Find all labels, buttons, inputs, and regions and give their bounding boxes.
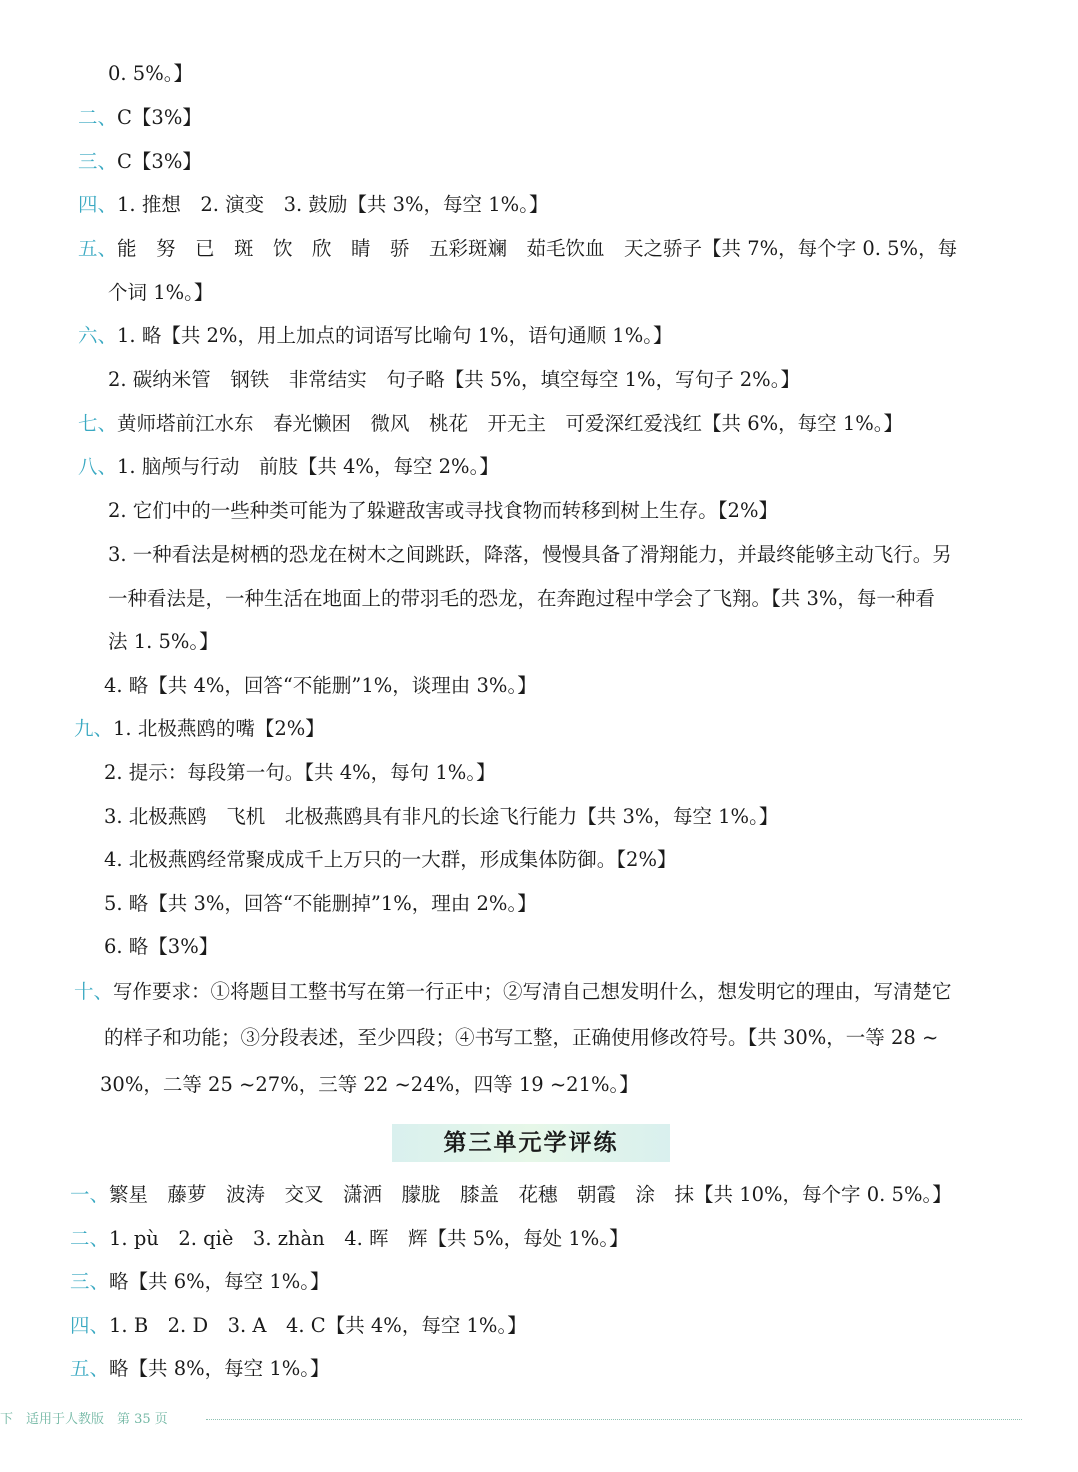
answer-line [70, 1183, 952, 1207]
answer-line [104, 935, 218, 959]
answer-line [108, 587, 935, 611]
question-number: 五、 [78, 237, 118, 260]
answer-text: 1. 推想 2. 演变 3. 鼓励【共 3%，每空 1%。】 [117, 193, 549, 216]
answer-line [108, 281, 213, 305]
answer-line [104, 805, 778, 829]
answer-text: C【3%】 [117, 150, 202, 173]
question-number: 四、 [70, 1314, 110, 1337]
answer-text: 1. 北极燕鸥的嘴【2%】 [113, 717, 325, 740]
answer-line [70, 1314, 527, 1338]
page-footer: 下 适用于人教版 第 35 页 [0, 1412, 168, 1427]
answer-text: 能 努 已 斑 饮 欣 睛 骄 五彩斑斓 茹毛饮血 天之骄子【共 7%，每个字 0. 5%，每 [117, 237, 958, 260]
answer-line [78, 237, 957, 261]
answer-line [70, 1357, 330, 1381]
answer-text: 略【共 8%，每空 1%。】 [109, 1357, 330, 1380]
answer-text: 3. 北极燕鸥 飞机 北极燕鸥具有非凡的长途飞行能力【共 3%，每空 1%。】 [104, 805, 779, 828]
answer-text: 2. 提示：每段第一句。【共 4%，每句 1%。】 [104, 761, 496, 784]
answer-line [104, 848, 677, 872]
section-title: 第三单元学评练 [443, 1130, 619, 1156]
answer-text: 1. 略【共 2%，用上加点的词语写比喻句 1%，语句通顺 1%。】 [117, 324, 673, 347]
answer-line [104, 761, 496, 785]
answer-line [70, 1227, 629, 1251]
answer-line [78, 324, 672, 348]
question-number: 七、 [78, 412, 118, 435]
answer-line [104, 892, 537, 916]
answer-text: 1. pù 2. qiè 3. zhàn 4. 晖 辉【共 5%，每处 1%。】 [109, 1227, 629, 1250]
answer-line [70, 1270, 330, 1294]
question-number: 三、 [78, 150, 118, 173]
answer-text: 30%，二等 25 ~27%，三等 22 ~24%，四等 19 ~21%。】 [100, 1073, 639, 1096]
answer-line [78, 106, 202, 130]
answer-line [78, 412, 903, 436]
answer-line [78, 193, 548, 217]
answer-text: 略【共 6%，每空 1%。】 [109, 1270, 330, 1293]
answer-text: 1. B 2. D 3. A 4. C【共 4%，每空 1%。】 [109, 1314, 527, 1337]
answer-text: 2. 它们中的一些种类可能为了躲避敌害或寻找食物而转移到树上生存。【2%】 [108, 499, 778, 522]
answer-text: 1. 脑颅与行动 前肢【共 4%，每空 2%。】 [117, 455, 499, 478]
answer-line [108, 368, 800, 392]
question-number: 一、 [70, 1183, 110, 1206]
answer-text: 繁星 藤萝 波涛 交叉 潇洒 朦胧 膝盖 花穗 朝霞 涂 抹【共 10%，每个字 0. 5%。】 [109, 1183, 952, 1206]
answer-text: 黄师塔前江水东 春光懒困 微风 桃花 开无主 可爱深红爱浅红【共 6%，每空 1%。】 [117, 412, 904, 435]
answer-text: 法 1. 5%。】 [108, 630, 219, 653]
answer-line [108, 630, 219, 654]
answer-text: 4. 略【共 4%，回答“不能删”1%，谈理由 3%。】 [104, 674, 537, 697]
answer-text: 一种看法是，一种生活在地面上的带羽毛的恐龙，在奔跑过程中学会了飞翔。【共 3%，每一种看 [108, 587, 935, 610]
question-number: 五、 [70, 1357, 110, 1380]
answer-line [108, 62, 193, 86]
answer-text: 2. 碳纳米管 钢铁 非常结实 句子略【共 5%，填空每空 1%，写句子 2%。】 [108, 368, 800, 391]
question-number: 二、 [70, 1227, 110, 1250]
footer-dotted-rule [206, 1419, 1022, 1420]
answer-text: C【3%】 [117, 106, 202, 129]
question-number: 九、 [74, 717, 114, 740]
answer-text: 3. 一种看法是树栖的恐龙在树木之间跳跃，降落，慢慢具备了滑翔能力，并最终能够主动飞行。另 [108, 543, 952, 566]
question-number: 十、 [74, 980, 114, 1003]
answer-text: 4. 北极燕鸥经常聚成成千上万只的一大群，形成集体防御。【2%】 [104, 848, 677, 871]
question-number: 八、 [78, 455, 118, 478]
answer-text: 6. 略【3%】 [104, 935, 219, 958]
answer-text: 写作要求：①将题目工整书写在第一行正中；②写清自己想发明什么，想发明它的理由，写清楚它 [113, 980, 952, 1003]
answer-text: 的样子和功能；③分段表述，至少四段；④书写工整，正确使用修改符号。【共 30%，一等 28 ~ [104, 1026, 939, 1049]
question-number: 四、 [78, 193, 118, 216]
answer-line [108, 543, 952, 567]
question-number: 二、 [78, 106, 118, 129]
question-number: 六、 [78, 324, 118, 347]
answer-line [78, 150, 202, 174]
answer-line [108, 499, 778, 523]
answer-text: 0. 5%。】 [108, 62, 193, 85]
question-number: 三、 [70, 1270, 110, 1293]
answer-line [74, 717, 325, 741]
answer-line [100, 1073, 639, 1097]
answer-line [78, 455, 499, 479]
answer-text: 5. 略【共 3%，回答“不能删掉”1%，理由 2%。】 [104, 892, 537, 915]
answer-line [104, 1026, 938, 1050]
answer-line [74, 980, 952, 1004]
answer-text: 个词 1%。】 [108, 281, 214, 304]
answer-line [104, 674, 537, 698]
